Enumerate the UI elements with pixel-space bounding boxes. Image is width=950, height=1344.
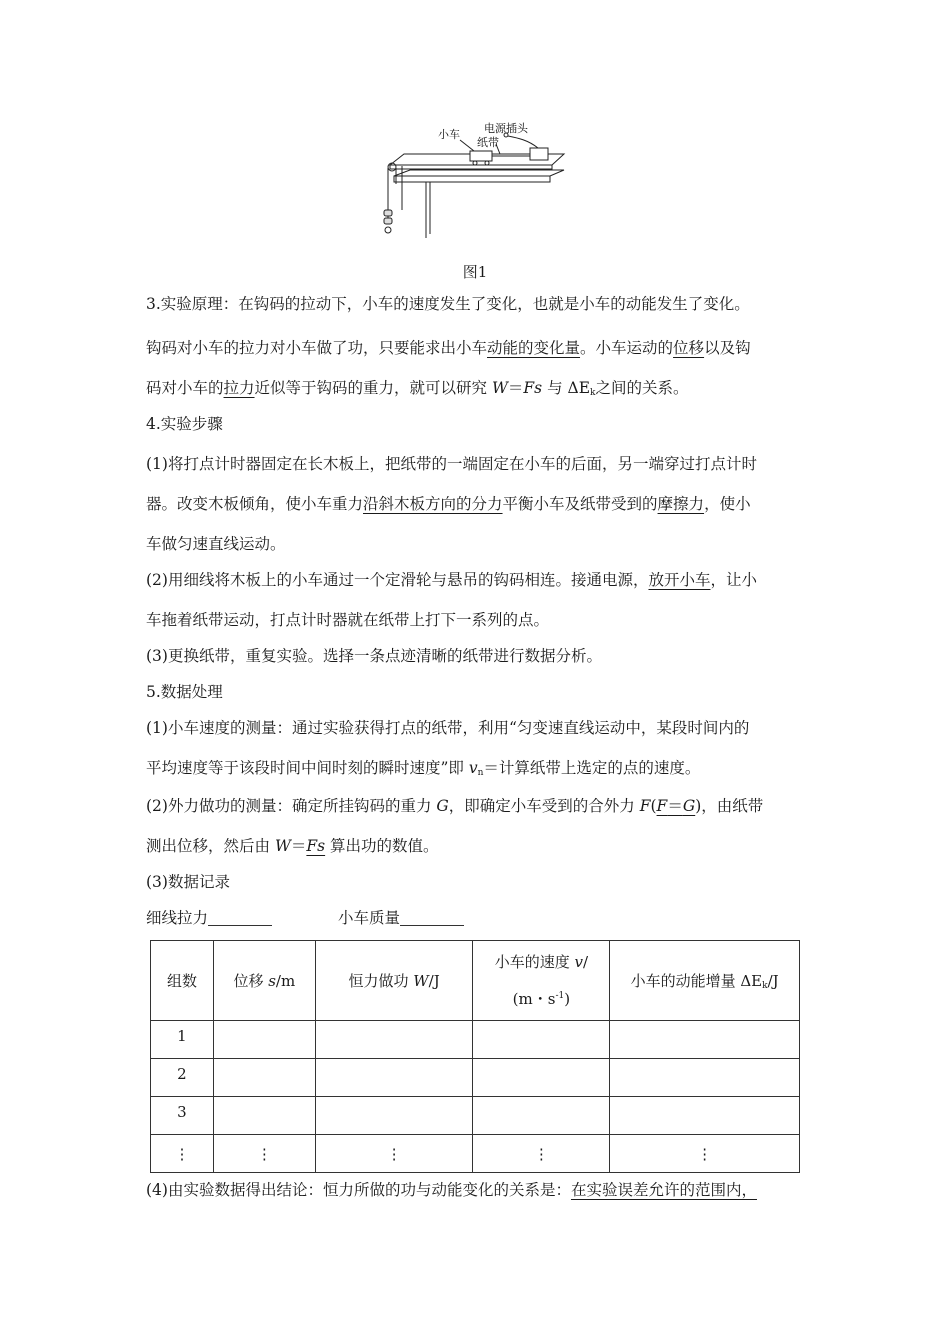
text: 器。改变木板倾角，使小车重力 (146, 495, 364, 513)
s4-p1-line-1: (1)将打点计时器固定在长木板上，把纸带的一端固定在小车的后面，另一端穿过打点计时 (146, 455, 757, 473)
s4-p1-line-2 (146, 494, 751, 514)
subscript-n: n (477, 768, 484, 778)
symbol-g: G (682, 797, 696, 815)
answer-within-error: 在实验误差允许的范围内， (570, 1181, 757, 1199)
s4-title: 4.实验步骤 (146, 415, 223, 433)
s5-p3: (3)数据记录 (146, 873, 230, 891)
cell-ellipsis: ⋮ (213, 1135, 315, 1173)
text: / (582, 953, 589, 971)
label-cart: 小车 (438, 128, 460, 141)
symbol-v: v (468, 759, 478, 777)
text: /m (275, 972, 296, 990)
symbol-fs: Fs (523, 379, 543, 397)
row-number: 3 (151, 1097, 214, 1135)
answer-pull-force: 拉力 (223, 379, 255, 397)
table-row (151, 1059, 800, 1097)
cell-ellipsis: ⋮ (473, 1135, 610, 1173)
text: (4)由实验数据得出结论：恒力所做的功与动能变化的关系是： (146, 1181, 571, 1199)
text: 钩码对小车的拉力对小车做了功，只要能求出小车 (146, 339, 488, 357)
text: 小车的速度 (494, 953, 575, 971)
s3-line-3 (146, 378, 689, 403)
text: 近似等于钩码的重力，就可以研究 (254, 379, 492, 397)
row-number: 2 (151, 1059, 214, 1097)
symbol-w: W (413, 972, 429, 990)
table-cell[interactable] (610, 1097, 800, 1135)
table-cell[interactable] (610, 1059, 800, 1097)
cell-ellipsis: ⋮ (610, 1135, 800, 1173)
s3-line-2 (146, 338, 751, 358)
symbol-s: s (268, 972, 276, 990)
table-cell[interactable] (315, 1021, 473, 1059)
apparatus-diagram (378, 118, 568, 250)
text: 恒力做功 (348, 972, 414, 990)
s5-p2-line-2 (146, 836, 439, 856)
label-cart-mass: 小车质量 (338, 909, 401, 927)
s5-p2-line-1 (146, 796, 763, 816)
text: 小车的动能增量 ΔE (630, 972, 763, 990)
text: 与 ΔE (542, 379, 591, 397)
table-cell[interactable] (473, 1021, 610, 1059)
answer-displacement: 位移 (673, 339, 705, 357)
table-header-row (151, 941, 800, 1021)
apparatus-figure (378, 118, 568, 250)
text: ，使小 (704, 495, 751, 513)
header-group: 组数 (151, 941, 214, 1021)
subscript-k: k (590, 388, 596, 398)
text: ＝ (507, 379, 524, 397)
table-cell[interactable] (315, 1097, 473, 1135)
text: ，即确定小车受到的合外力 (448, 797, 640, 815)
text: ＝计算纸带上选定的点的速度。 (483, 759, 701, 777)
text: (2)用细线将木板上的小车通过一个定滑轮与悬吊的钩码相连。接通电源， (146, 571, 649, 589)
text: /J (428, 972, 440, 990)
text: ＝ (667, 797, 683, 815)
symbol-v: v (574, 953, 583, 971)
table-cell[interactable] (213, 1021, 315, 1059)
s4-p2-line-2: 车拖着纸带运动，打点计时器就在纸带上打下一系列的点。 (146, 611, 550, 629)
text: 以及钩 (704, 339, 751, 357)
s4-p3: (3)更换纸带，重复实验。选择一条点迹清晰的纸带进行数据分析。 (146, 647, 602, 665)
symbol-w: W (491, 379, 508, 397)
text: 测出位移，然后由 (146, 837, 275, 855)
answer-friction: 摩擦力 (657, 495, 705, 513)
text: ( (650, 797, 657, 815)
superscript: -1 (555, 991, 565, 1001)
answer-kinetic-energy-change: 动能的变化量 (487, 339, 581, 357)
text: )，由纸带 (695, 797, 764, 815)
blank-string-tension[interactable] (208, 909, 272, 926)
s4-p1-line-3: 车做匀速直线运动。 (146, 535, 286, 553)
table-cell[interactable] (610, 1021, 800, 1059)
table-cell[interactable] (473, 1097, 610, 1135)
symbol-f: F (656, 797, 668, 815)
table-row (151, 1021, 800, 1059)
table-row (151, 1135, 800, 1173)
text: 之间的关系。 (595, 379, 689, 397)
figure-caption: 图1 (462, 263, 488, 281)
text: ，让小 (710, 571, 757, 589)
label-tape: 纸带 (477, 136, 499, 149)
text: 平衡小车及纸带受到的 (502, 495, 658, 513)
text: /J (767, 972, 779, 990)
s3-line-1: 3.实验原理：在钩码的拉动下，小车的速度发生了变化，也就是小车的动能发生了变化。 (146, 295, 750, 313)
blank-cart-mass[interactable] (400, 909, 464, 926)
table-cell[interactable] (315, 1059, 473, 1097)
header-displacement (213, 941, 315, 1021)
row-number: 1 (151, 1021, 214, 1059)
text: 。小车运动的 (580, 339, 674, 357)
subscript-k: k (762, 981, 768, 991)
text: ) (564, 990, 571, 1008)
text: (2)外力做功的测量：确定所挂钩码的重力 (146, 797, 437, 815)
table-cell[interactable] (473, 1059, 610, 1097)
s5-p1-line-1: (1)小车速度的测量：通过实验获得打点的纸带，利用“匀变速直线运动中，某段时间内的 (146, 719, 750, 737)
text: ＝ (290, 837, 307, 855)
s4-p2-line-1 (146, 570, 757, 590)
table-cell[interactable] (213, 1097, 315, 1135)
answer-component-force: 沿斜木板方向的分力 (363, 495, 503, 513)
label-string-tension: 细线拉力 (146, 909, 209, 927)
symbol-w: W (274, 837, 291, 855)
text: 算出功的数值。 (325, 837, 439, 855)
row-ellipsis: ⋮ (151, 1135, 214, 1173)
header-velocity (473, 941, 610, 1021)
data-table (150, 940, 800, 1173)
answer-release-cart: 放开小车 (648, 571, 711, 589)
s5-title: 5.数据处理 (146, 683, 223, 701)
table-row (151, 1097, 800, 1135)
symbol-g: G (436, 797, 449, 815)
header-kinetic-energy-increase (610, 941, 800, 1021)
label-plug: 电源插头 (484, 122, 528, 135)
text: 平均速度等于该段时间中间时刻的瞬时速度”即 (146, 759, 469, 777)
text: 位移 (233, 972, 269, 990)
answer-f-equals-g (657, 797, 696, 815)
record-fields (146, 908, 464, 928)
text: (m・s (512, 990, 556, 1008)
symbol-f: F (639, 797, 651, 815)
header-work (315, 941, 473, 1021)
conclusion-line (146, 1180, 757, 1200)
text: 码对小车的 (146, 379, 224, 397)
cell-ellipsis: ⋮ (315, 1135, 473, 1173)
answer-fs: Fs (306, 837, 326, 855)
s5-p1-line-2 (146, 758, 700, 783)
table-cell[interactable] (213, 1059, 315, 1097)
